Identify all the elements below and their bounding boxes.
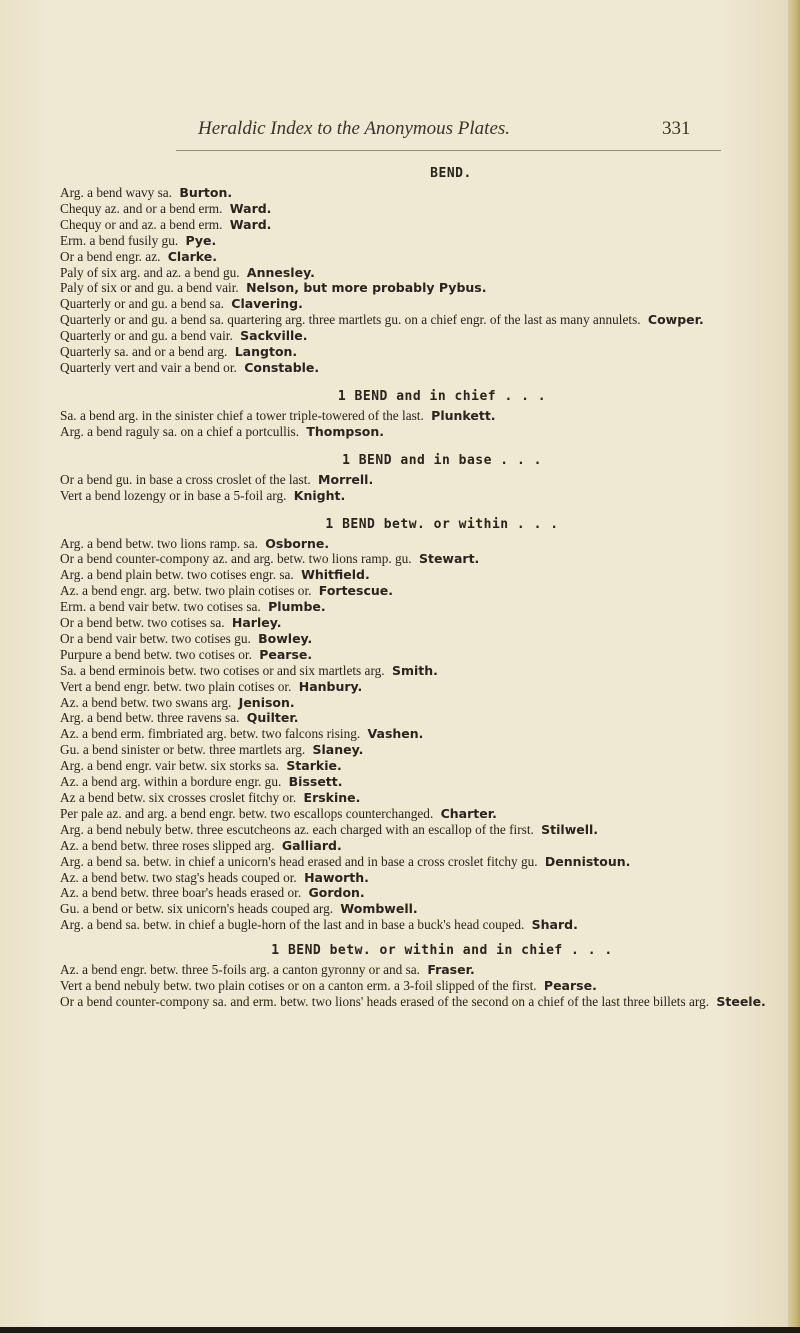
index-entry	[60, 536, 772, 552]
index-entry	[60, 583, 772, 599]
section-heading: 1 BEND and in base . . .	[342, 452, 542, 468]
blazon-text: Az. a bend betw. two swans arg.	[60, 694, 235, 710]
index-entry	[60, 901, 772, 917]
blazon-text: Chequy az. and or a bend erm.	[60, 200, 226, 216]
blazon-text: Paly of six arg. and az. a bend gu.	[60, 264, 243, 280]
family-name: Quilter.	[246, 710, 299, 726]
family-name: Ward.	[229, 216, 272, 232]
index-entry	[60, 870, 772, 886]
page-edge	[788, 0, 800, 1333]
section-heading: BEND.	[430, 166, 472, 181]
page-header	[0, 118, 800, 144]
blazon-text: Or a bend counter-compony az. and arg. betw. two lions ramp. gu.	[60, 551, 415, 567]
family-name: Shard.	[531, 917, 578, 933]
index-entry	[60, 296, 772, 312]
family-name: Langton.	[234, 344, 298, 360]
index-entry	[60, 742, 772, 758]
family-name: Vashen.	[367, 726, 424, 742]
index-entry	[60, 774, 772, 790]
blazon-text: Az. a bend betw. three boar's heads erased or.	[60, 885, 305, 901]
family-name: Clavering.	[231, 296, 303, 312]
family-name: Sackville.	[240, 328, 308, 344]
blazon-text: Arg. a bend wavy sa.	[60, 185, 176, 200]
blazon-text: Arg. a bend betw. three ravens sa.	[60, 710, 243, 726]
blazon-text: Erm. a bend vair betw. two cotises sa.	[60, 599, 265, 615]
blazon-text: Quarterly sa. and or a bend arg.	[60, 344, 231, 360]
blazon-text: Quarterly vert and vair a bend or.	[60, 359, 241, 375]
blazon-text: Or a bend vair betw. two cotises gu.	[60, 630, 255, 646]
blazon-text: Az. a bend betw. two stag's heads couped or.	[60, 869, 301, 885]
index-entry	[60, 726, 772, 742]
blazon-text: Erm. a bend fusily gu.	[60, 232, 182, 248]
family-name: Fraser.	[427, 962, 475, 978]
index-entry	[60, 551, 772, 567]
blazon-text: Arg. a bend betw. two lions ramp. sa.	[60, 535, 262, 551]
section-heading: 1 BEND betw. or within . . .	[325, 516, 559, 532]
index-entry	[60, 838, 772, 854]
blazon-text: Or a bend counter-compony sa. and erm. betw. two lions' heads erased of the second on a chief of the last three billets arg.	[60, 993, 713, 1009]
index-entry	[60, 647, 772, 663]
blazon-text: Purpure a bend betw. two cotises or.	[60, 646, 256, 662]
index-entry	[60, 978, 772, 994]
section-heading: 1 BEND and in chief . . .	[337, 388, 547, 404]
scan-bottom-edge	[0, 1327, 800, 1333]
family-name: Osborne.	[265, 535, 330, 551]
header-rule	[176, 150, 721, 151]
index-entry	[60, 615, 772, 631]
index-entry	[60, 488, 772, 504]
index-entry	[60, 710, 772, 726]
blazon-text: Quarterly or and gu. a bend vair.	[60, 328, 237, 344]
family-name: Hanbury.	[298, 678, 363, 694]
index-entry	[60, 806, 772, 822]
index-entry	[60, 663, 772, 679]
index-entry	[60, 344, 772, 360]
index-entry	[60, 408, 772, 424]
family-name: Steele.	[716, 993, 766, 1009]
blazon-text: Vert a bend lozengy or in base a 5-foil arg.	[60, 487, 290, 503]
blazon-text: Az a bend betw. six crosses croslet fitchy or.	[60, 790, 300, 805]
family-name: Pearse.	[259, 646, 313, 662]
index-entry	[60, 790, 772, 806]
blazon-text: Az. a bend arg. within a bordure engr. gu.	[60, 774, 285, 790]
blazon-text: Az. a bend erm. fimbriated arg. betw. two falcons rising.	[60, 726, 364, 742]
family-name: Harley.	[231, 615, 282, 631]
family-name: Pye.	[185, 232, 217, 248]
blazon-text: Or a bend gu. in base a cross croslet of the last.	[60, 471, 315, 487]
family-name: Whitfield.	[301, 567, 370, 583]
index-content	[60, 166, 772, 1010]
family-name: Annesley.	[246, 264, 315, 280]
blazon-text: Arg. a bend nebuly betw. three escutcheons az. each charged with an escallop of the first.	[60, 821, 538, 837]
family-name: Charter.	[440, 805, 497, 821]
blazon-text: Vert a bend engr. betw. two plain cotises or.	[60, 678, 295, 694]
blazon-text: Arg. a bend plain betw. two cotises engr. sa.	[60, 567, 298, 583]
index-entry	[60, 280, 772, 296]
family-name: Knight.	[293, 487, 346, 503]
blazon-text: Paly of six or and gu. a bend vair.	[60, 280, 243, 296]
running-title: Heraldic Index to the Anonymous Plates.	[198, 118, 511, 139]
index-entry	[60, 201, 772, 217]
family-name: Ward.	[229, 200, 272, 216]
blazon-text: Or a bend betw. two cotises sa.	[60, 615, 228, 631]
index-entry	[60, 249, 772, 265]
blazon-text: Az. a bend engr. betw. three 5-foils arg. a canton gyronny or and sa.	[60, 962, 424, 978]
family-name: Galliard.	[281, 837, 342, 853]
family-name: Clarke.	[167, 248, 218, 264]
blazon-text: Az. a bend betw. three roses slipped arg.	[60, 837, 278, 853]
blazon-text: Sa. a bend arg. in the sinister chief a tower triple-towered of the last.	[60, 407, 428, 423]
index-entry	[60, 360, 772, 376]
blazon-text: Per pale az. and arg. a bend engr. betw. two escallops counterchanged.	[60, 805, 437, 821]
family-name: Haworth.	[304, 869, 369, 885]
family-name: Smith.	[391, 662, 438, 678]
family-name: Stilwell.	[541, 821, 599, 837]
index-entry	[60, 233, 772, 249]
blazon-text: Az. a bend engr. arg. betw. two plain cotises or.	[60, 583, 315, 599]
index-entry	[60, 312, 772, 328]
family-name: Nelson, but more probably Pybus.	[246, 280, 487, 296]
index-entry	[60, 328, 772, 344]
blazon-text: Sa. a bend erminois betw. two cotises or and six martlets arg.	[60, 662, 388, 678]
family-name: Gordon.	[308, 885, 365, 901]
page-number: 331	[662, 118, 691, 139]
index-entry	[60, 217, 772, 233]
family-name: Plunkett.	[431, 407, 496, 423]
blazon-text: Arg. a bend raguly sa. on a chief a portcullis.	[60, 423, 303, 439]
section-heading: 1 BEND betw. or within and in chief . . .	[271, 943, 613, 959]
family-name: Bissett.	[288, 774, 343, 790]
index-entry	[60, 917, 772, 933]
blazon-text: Or a bend engr. az.	[60, 248, 164, 264]
index-entry	[60, 567, 772, 583]
blazon-text: Quarterly or and gu. a bend sa. quartering arg. three martlets gu. on a chief engr. of the last as many annulets.	[60, 312, 644, 328]
index-entry	[60, 424, 772, 440]
index-entry	[60, 854, 772, 870]
index-entry	[60, 679, 772, 695]
family-name: Plumbe.	[268, 599, 326, 615]
index-entry	[60, 994, 772, 1010]
family-name: Wombwell.	[340, 901, 418, 917]
blazon-text: Arg. a bend sa. betw. in chief a bugle-horn of the last and in base a buck's head couped.	[60, 917, 528, 933]
blazon-text: Vert a bend nebuly betw. two plain cotises or on a canton erm. a 3-foil slipped of the first.	[60, 978, 540, 994]
family-name: Fortescue.	[318, 583, 394, 599]
index-entry	[60, 472, 772, 488]
index-entry	[60, 758, 772, 774]
blazon-text: Gu. a bend sinister or betw. three martlets arg.	[60, 742, 309, 758]
index-entry	[60, 265, 772, 281]
family-name: Thompson.	[306, 423, 385, 439]
family-name: Pearse.	[543, 978, 597, 994]
family-name: Morrell.	[318, 471, 374, 487]
blazon-text: Arg. a bend engr. vair betw. six storks sa.	[60, 758, 283, 774]
blazon-text: Arg. a bend sa. betw. in chief a unicorn's head erased and in base a cross croslet fitchy gu.	[60, 853, 541, 869]
blazon-text: Chequy or and az. a bend erm.	[60, 216, 226, 232]
index-entry	[60, 185, 772, 201]
family-name: Bowley.	[258, 630, 313, 646]
blazon-text: Quarterly or and gu. a bend sa.	[60, 296, 228, 312]
family-name: Slaney.	[312, 742, 364, 758]
index-entry	[60, 599, 772, 615]
index-entry	[60, 962, 772, 978]
family-name: Starkie.	[286, 758, 342, 774]
index-entry	[60, 695, 772, 711]
index-entry	[60, 885, 772, 901]
family-name: Constable.	[244, 359, 320, 375]
blazon-text: Gu. a bend or betw. six unicorn's heads couped arg.	[60, 901, 337, 917]
family-name: Burton.	[179, 185, 233, 200]
family-name: Cowper.	[647, 312, 704, 328]
family-name: Dennistoun.	[544, 853, 631, 869]
index-entry	[60, 822, 772, 838]
family-name: Jenison.	[238, 694, 295, 710]
index-entry	[60, 631, 772, 647]
family-name: Erskine.	[303, 790, 361, 805]
family-name: Stewart.	[418, 551, 480, 567]
